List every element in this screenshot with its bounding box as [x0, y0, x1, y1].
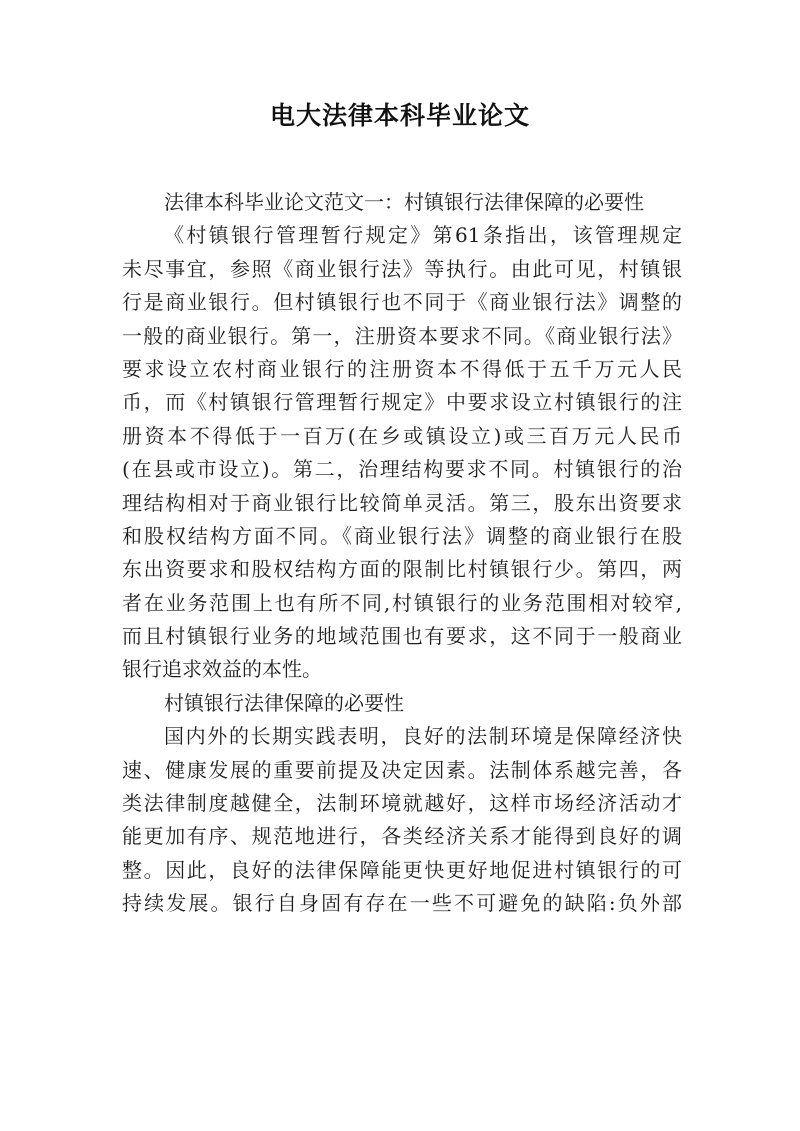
- paragraph-line: 未尽事宜，参照《商业银行法》等执行。由此可见，村镇银: [122, 256, 682, 281]
- paragraph-line: 册资本不得低于一百万(在乡或镇设立)或三百万元人民币: [122, 423, 682, 448]
- paragraph-line: 者在业务范围上也有所不同,村镇银行的业务范围相对较窄,: [122, 590, 682, 615]
- paragraph-line: 持续发展。银行自身固有存在一些不可避免的缺陷:负外部: [122, 891, 682, 916]
- paragraph-line: 国内外的长期实践表明，良好的法制环境是保障经济快: [164, 724, 682, 749]
- paragraph-line: 币，而《村镇银行管理暂行规定》中要求设立村镇银行的注: [122, 390, 682, 415]
- document-title: 电大法律本科毕业论文: [269, 101, 530, 130]
- paragraph-line: 《村镇银行管理暂行规定》第61条指出，该管理规定: [164, 223, 682, 248]
- section-heading: 村镇银行法律保障的必要性: [164, 690, 404, 715]
- document-body: [122, 186, 682, 921]
- paragraph-line: 速、健康发展的重要前提及决定因素。法制体系越完善，各: [122, 757, 682, 782]
- paragraph-line: (在县或市设立)。第二，治理结构要求不同。村镇银行的治: [122, 457, 682, 482]
- paragraph-line: 理结构相对于商业银行比较简单灵活。第三，股东出资要求: [122, 490, 682, 515]
- paragraph-line: 能更加有序、规范地进行，各类经济关系才能得到良好的调: [122, 824, 682, 849]
- paragraph-line: 和股权结构方面不同。《商业银行法》调整的商业银行在股: [122, 523, 682, 548]
- paragraph-line: 整。因此，良好的法律保障能更快更好地促进村镇银行的可: [122, 857, 682, 882]
- paragraph-line: 一般的商业银行。第一，注册资本要求不同。《商业银行法》: [122, 323, 682, 348]
- paragraph-line: 类法律制度越健全，法制环境就越好，这样市场经济活动才: [122, 791, 682, 816]
- paragraph-line: 要求设立农村商业银行的注册资本不得低于五千万元人民: [122, 356, 682, 381]
- paragraph-line: 行是商业银行。但村镇银行也不同于《商业银行法》调整的: [122, 290, 682, 315]
- paragraph-line: 东出资要求和股权结构方面的限制比村镇银行少。第四，两: [122, 557, 682, 582]
- paragraph-line: 法律本科毕业论文范文一：村镇银行法律保障的必要性: [164, 190, 644, 214]
- paragraph-line: 银行追求效益的本性。: [122, 657, 322, 682]
- paragraph-line: 而且村镇银行业务的地域范围也有要求，这不同于一般商业: [122, 624, 682, 649]
